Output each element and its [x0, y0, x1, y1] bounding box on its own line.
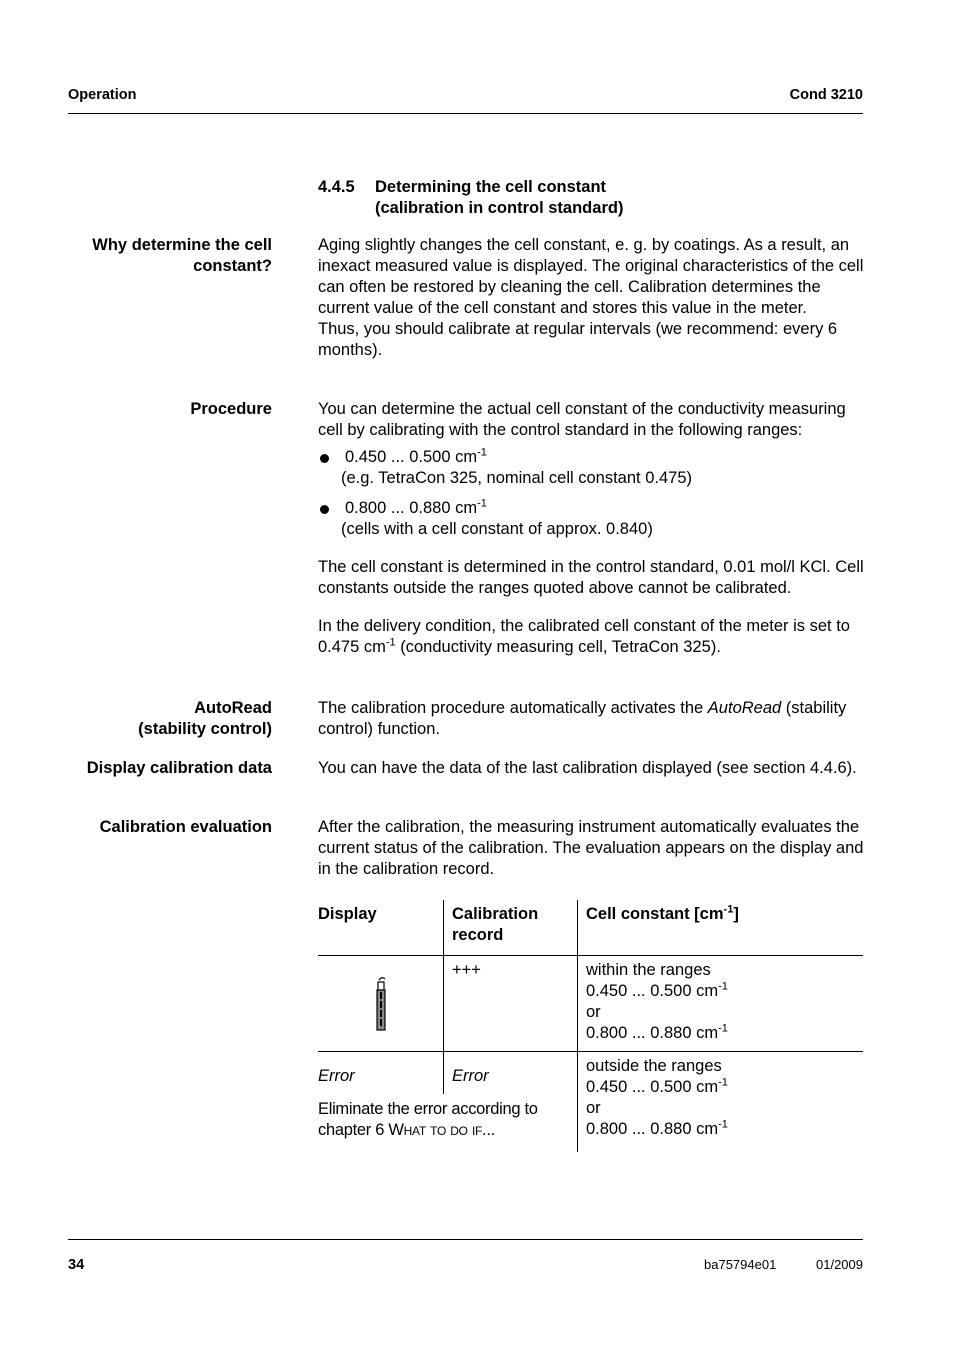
display-cal-label: Display calibration data: [86, 759, 272, 777]
col-cell-constant: Cell constant $[cm^{-1}]$: [586, 903, 739, 923]
page-number: 34: [68, 1257, 85, 1273]
col-record: Calibration record: [444, 900, 578, 955]
evaluation-label: Calibration evaluation: [99, 818, 272, 836]
evaluation-text: After the calibration, the measuring instrument automatically evaluates the current status of the calibration. The evaluation appears on the display and in the calibration record.: [318, 818, 864, 878]
col-display: Display: [318, 900, 444, 955]
display-cal-text: You can have the data of the last calibration displayed (see section 4.4.6).: [318, 759, 857, 777]
footer-rule: [68, 1239, 863, 1240]
evaluation-table: [318, 900, 863, 1152]
electrode-icon: [318, 955, 444, 1051]
autoread-text: The calibration procedure automatically activates the AutoRead (stability control) function.: [318, 699, 847, 738]
autoread-label: AutoRead (stability control): [138, 699, 272, 738]
why-label: Why determine the cell constant?: [92, 236, 272, 275]
header-chapter: Operation: [68, 87, 137, 103]
section-heading: 4.4.5 Determining the cell constant (calibration in control standard): [318, 178, 624, 217]
doc-date: 01/2009: [816, 1257, 863, 1272]
procedure-text: You can determine the actual cell constant of the conductivity measuring cell by calibrating with the control standard in the following ranges: 0.450 ... 0.500 $cm^{-1}$ (e.g. TetraCon 325, nominal cell constant 0.475) 0.800 ... 0.880 $cm^{-1}$ (cells with a cell constant of approx. 0.840) The cell constant is determined in the control standard, 0.01 mol/l KCl. Cell constants outside the ranges quoted above cannot be calibrated. In the delivery condition, the calibrated cell constant of the meter is set to 0.475 $cm^{-1}$ (conductivity measuring cell, TetraCon 325).: [318, 399, 866, 658]
header-product: Cond 3210: [789, 87, 863, 103]
header-rule: [68, 113, 863, 114]
why-text: Aging slightly changes the cell constant, e. g. by coatings. As a result, an inexact measured value is displayed. The original characteristics of the cell can often be restored by cleaning the cell. Calibration determines the current value of the cell constant and stores this value in the meter. Thus, you should calibrate at regular intervals (we recommend: every 6 months).: [318, 236, 864, 359]
doc-id: ba75794e01: [704, 1257, 777, 1272]
table-row: Error Error Eliminate the error according to chapter 6 What to do if... outside the ranges 0.450 ... 0.500 $cm^{-1}$ or 0.800 ... 0.880 $cm^{-1}$: [318, 1051, 863, 1152]
range-bullet: 0.800 ... 0.880 $cm^{-1}$ (cells with a cell constant of approx. 0.840): [318, 498, 866, 540]
range-bullet: 0.450 ... 0.500 $cm^{-1}$ (e.g. TetraCon 325, nominal cell constant 0.475): [318, 447, 866, 489]
error-note: Eliminate the error according to chapter 6 What to do if...: [318, 1099, 538, 1139]
bullet-icon: [320, 454, 329, 463]
procedure-label: Procedure: [190, 400, 272, 418]
table-row: +++ within the ranges 0.450 ... 0.500 $cm^{-1}$ or 0.800 ... 0.880 $cm^{-1}$: [318, 955, 863, 1051]
bullet-icon: [320, 505, 329, 514]
